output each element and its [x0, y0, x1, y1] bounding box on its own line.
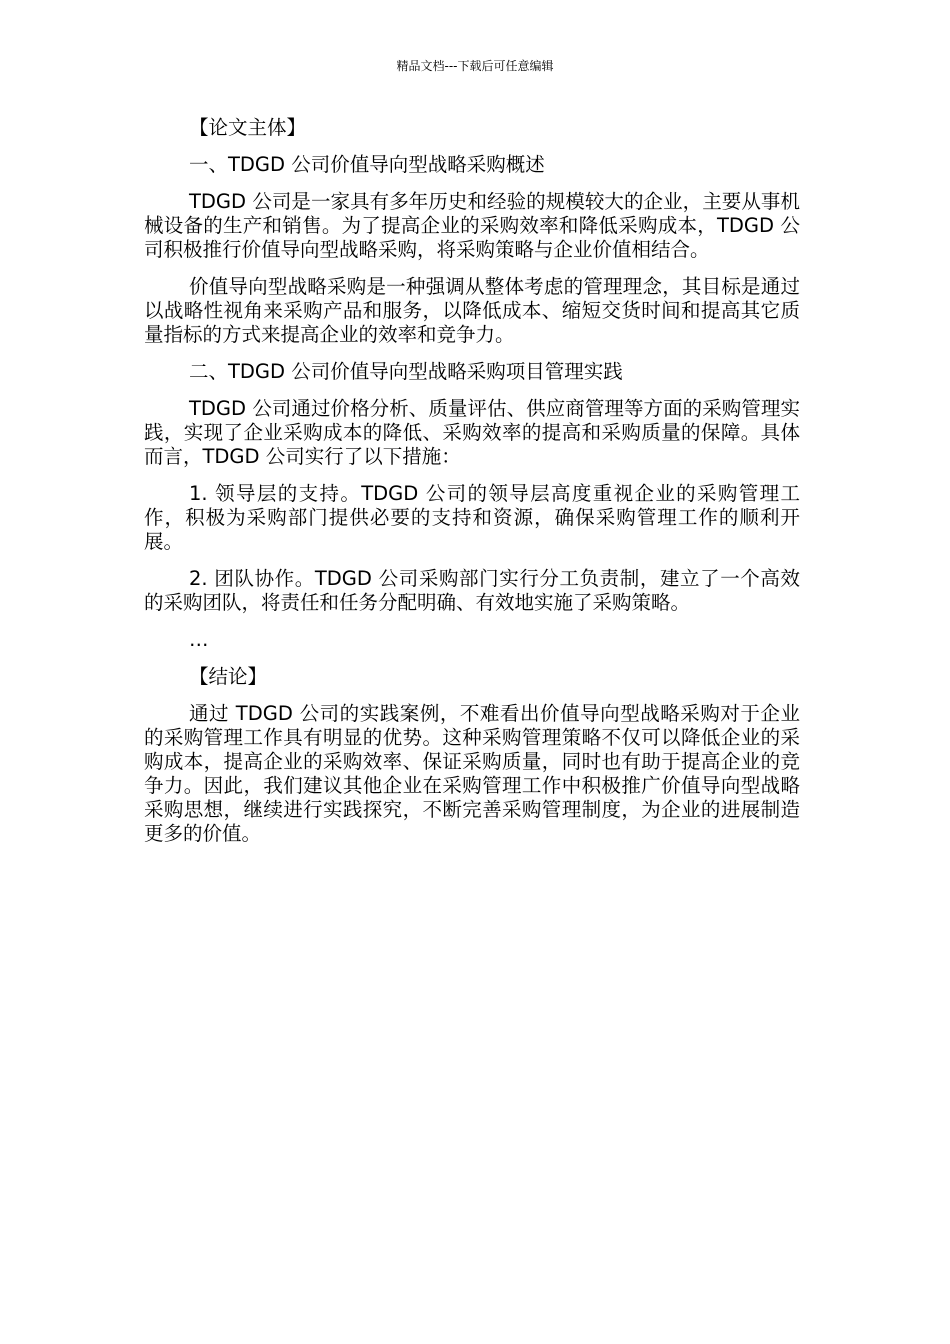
- body-paragraph: TDGD 公司是一家具有多年历史和经验的规模较大的企业，主要从事机械设备的生产和销售。为了提高企业的采购效率和降低采购成本，TDGD 公司积极推行价值导向型战略采购，将采购策略与企业价值相结合。: [144, 190, 800, 261]
- section-heading-overview: 一、TDGD 公司价值导向型战略采购概述: [189, 153, 545, 176]
- ellipsis: …: [189, 628, 209, 651]
- body-paragraph: 价值导向型战略采购是一种强调从整体考虑的管理理念，其目标是通过以战略性视角来采购产品和服务，以降低成本、缩短交货时间和提高其它质量指标的方式来提高企业的效率和竞争力。: [144, 275, 800, 346]
- section-heading-practice: 二、TDGD 公司价值导向型战略采购项目管理实践: [189, 360, 623, 383]
- section-heading-conclusion: 【结论】: [189, 665, 268, 688]
- list-item: 2. 团队协作。TDGD 公司采购部门实行分工负责制，建立了一个高效的采购团队，将责任和任务分配明确、有效地实施了采购策略。: [144, 567, 800, 614]
- body-paragraph: TDGD 公司通过价格分析、质量评估、供应商管理等方面的采购管理实践，实现了企业采购成本的降低、采购效率的提高和采购质量的保障。具体而言，TDGD 公司实行了以下措施：: [144, 397, 800, 468]
- section-heading-main-body: 【论文主体】: [189, 116, 307, 139]
- page-header: 精品文档---下载后可任意编辑: [396, 59, 554, 73]
- conclusion-paragraph: 通过 TDGD 公司的实践案例，不难看出价值导向型战略采购对于企业的采购管理工作具有明显的优势。这种采购管理策略不仅可以降低企业的采购成本，提高企业的采购效率、保证采购质量，同时也有助于提高企业的竞争力。因此，我们建议其他企业在采购管理工作中积极推广价值导向型战略采购思想，继续进行实践探究，不断完善采购管理制度，为企业的进展制造更多的价值。: [144, 702, 800, 845]
- list-item: 1. 领导层的支持。TDGD 公司的领导层高度重视企业的采购管理工作，积极为采购部门提供必要的支持和资源，确保采购管理工作的顺利开展。: [144, 482, 800, 553]
- document-body: [144, 116, 800, 859]
